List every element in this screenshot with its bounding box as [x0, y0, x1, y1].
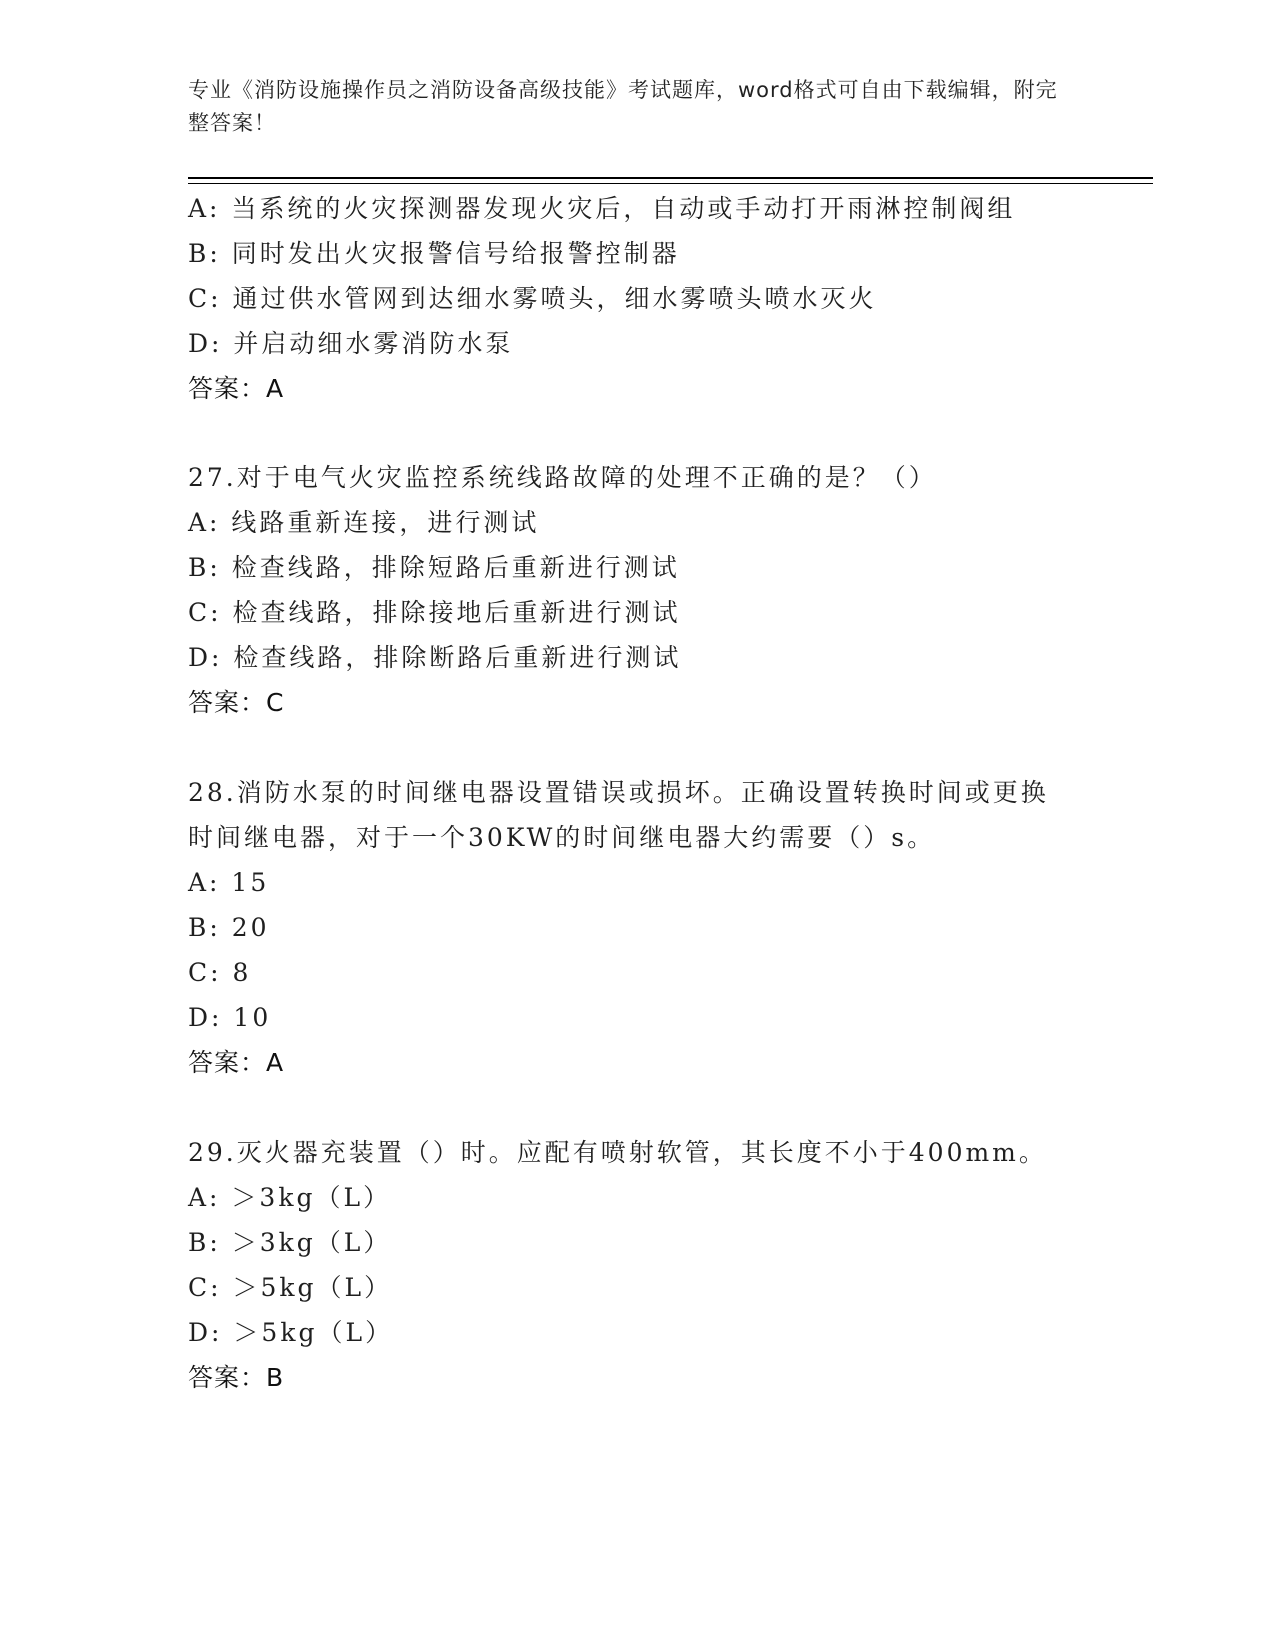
prev-option-d: D: 并启动细水雾消防水泵	[188, 329, 514, 358]
document-header: 专业《消防设施操作员之消防设备高级技能》考试题库，word格式可自由下载编辑，附完整答案！	[188, 78, 1058, 135]
q28-option-d: D: 10	[188, 1003, 272, 1032]
q29-option-d: D: ＞5kg（L）	[188, 1318, 394, 1347]
q28-option-c: C: 8	[188, 958, 252, 987]
q29-option-b: B: ＞3kg（L）	[188, 1228, 392, 1257]
header-divider-thin	[188, 183, 1153, 184]
q29-option-a: A: ＞3kg（L）	[188, 1183, 392, 1212]
q27-option-a: A: 线路重新连接，进行测试	[188, 508, 540, 537]
prev-option-b: B: 同时发出火灾报警信号给报警控制器	[188, 239, 680, 268]
q29-option-c: C: ＞5kg（L）	[188, 1273, 393, 1302]
q27-option-b: B: 检查线路，排除短路后重新进行测试	[188, 553, 680, 582]
q28-option-b: B: 20	[188, 913, 270, 942]
q29-stem: 29.灭火器充装置（）时。应配有喷射软管，其长度不小于400mm。	[188, 1138, 1047, 1167]
prev-answer: 答案：A	[188, 374, 285, 403]
prev-option-a: A: 当系统的火灾探测器发现火灾后，自动或手动打开雨淋控制阀组	[188, 194, 1016, 223]
header-divider-thick	[188, 177, 1153, 179]
q27-answer: 答案：C	[188, 688, 285, 717]
q27-option-c: C: 检查线路，排除接地后重新进行测试	[188, 598, 681, 627]
q28-stem-line1: 28.消防水泵的时间继电器设置错误或损坏。正确设置转换时间或更换	[188, 778, 1049, 807]
prev-option-c: C: 通过供水管网到达细水雾喷头，细水雾喷头喷水灭火	[188, 284, 877, 313]
q27-option-d: D: 检查线路，排除断路后重新进行测试	[188, 643, 682, 672]
q29-answer: 答案：B	[188, 1363, 285, 1392]
q27-stem: 27.对于电气火灾监控系统线路故障的处理不正确的是？（）	[188, 463, 937, 492]
q28-answer: 答案：A	[188, 1048, 285, 1077]
q28-option-a: A: 15	[188, 868, 270, 897]
q28-stem-line2: 时间继电器，对于一个30KW的时间继电器大约需要（）s。	[188, 823, 936, 852]
